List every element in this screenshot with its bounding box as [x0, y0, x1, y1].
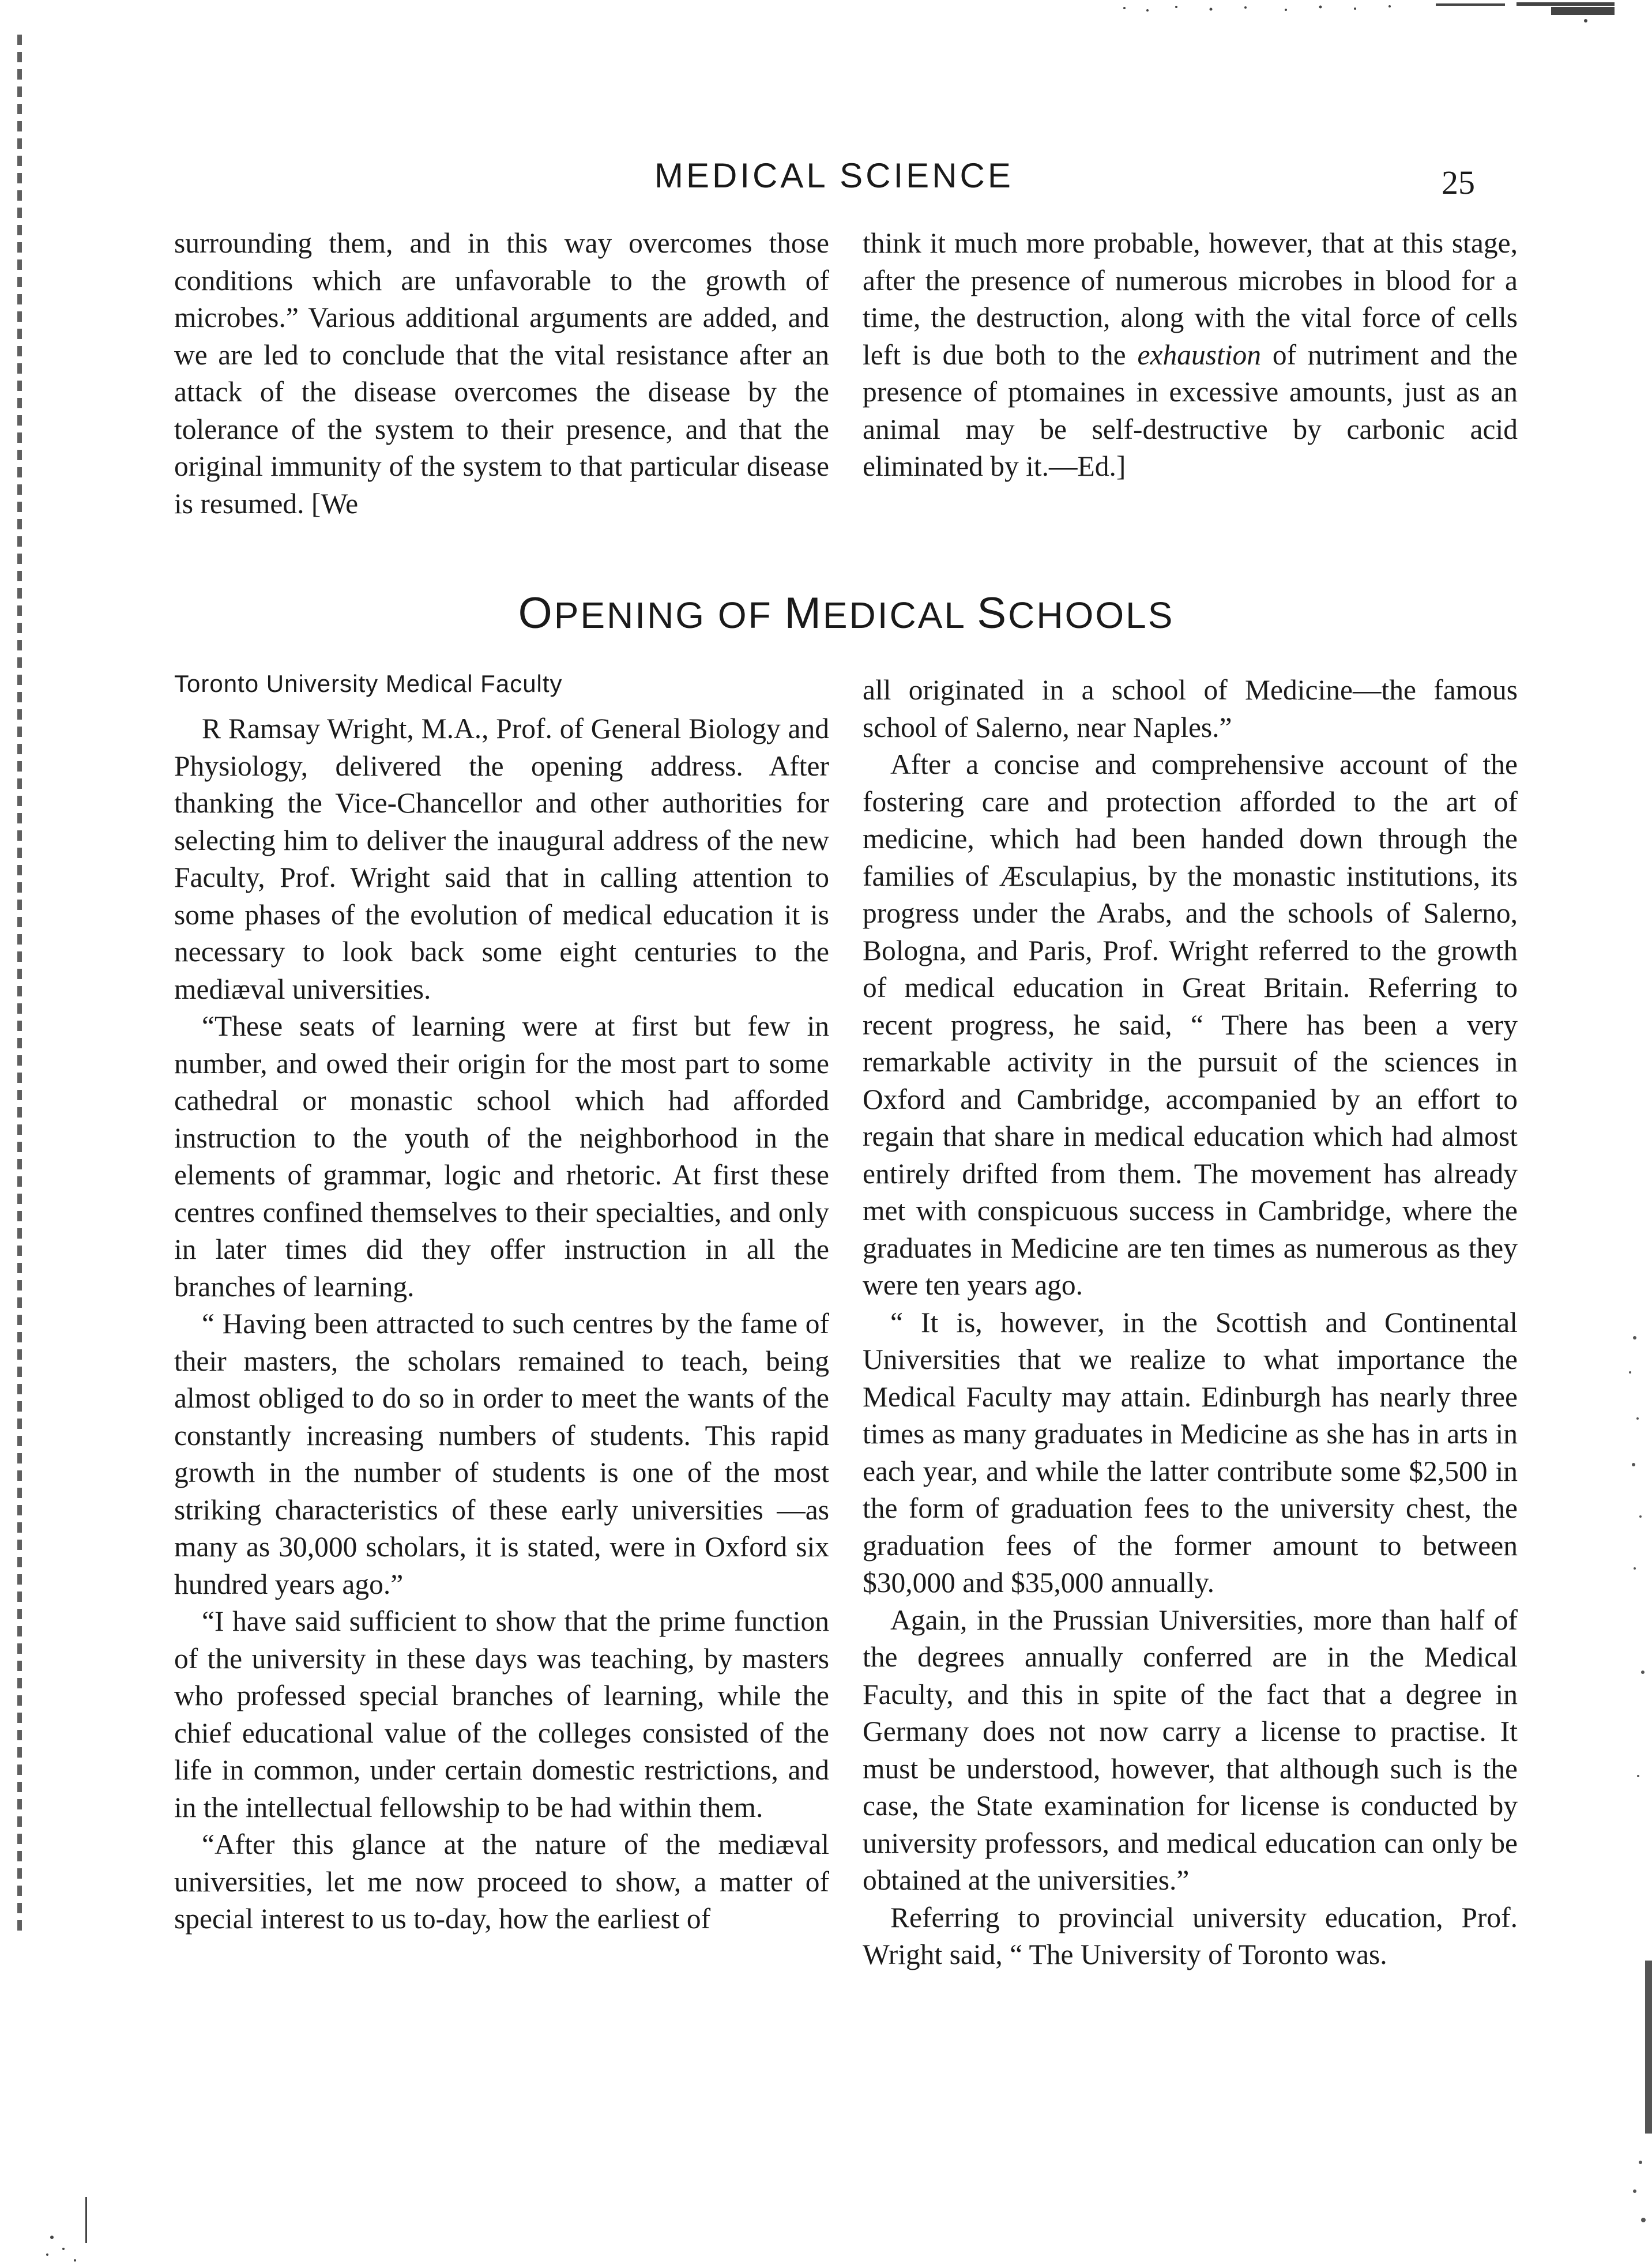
- paragraph: “ It is, however, in the Scottish and Continental Universities that we realize to what importance the Medical Faculty may attain. Edinburgh has nearly three times as many graduates in Medicine as she has in arts in each year, and while the latter contribute some $2,500 in the form of graduation fees to the university chest, the graduation fees of the former amount to between $30,000 and $35,000 annually.: [863, 1306, 1518, 1598]
- heading-text: EDICAL: [822, 595, 977, 636]
- section-heading: [0, 588, 1652, 638]
- paragraph: all originated in a school of Medicine—the famous school of Salerno, near Naples.”: [863, 674, 1518, 743]
- heading-initial: O: [518, 589, 554, 638]
- paragraph: [863, 225, 1518, 486]
- article-column-right: [863, 672, 1518, 1974]
- scan-speckle-bottom: [40, 2191, 121, 2265]
- page-number: 25: [1442, 164, 1475, 201]
- paragraph: “These seats of learning were at first but few in number, and owed their origin for the most part to some cathedral or monastic school which had afforded instruction to the youth of the neighborhood in the elements of grammar, logic and rhetoric. At first these centres confined themselves to their specialties, and only in later times did they offer instruction in all the branches of learning.: [174, 1010, 829, 1303]
- paragraph: R Ramsay Wright, M.A., Prof. of General Biology and Physiology, delivered the opening address. After thanking the Vice-Chancellor and other authorities for selecting him to deliver the inaugural address of the new Faculty, Prof. Wright said that in calling attention to some phases of the evolution of medical education it is necessary to look back some eight centuries to the mediæval universities.: [174, 713, 829, 1005]
- heading-initial: S: [977, 589, 1008, 638]
- scan-edge-artifact: [17, 35, 22, 1937]
- continued-text-right: [863, 225, 1518, 486]
- paragraph: “After this glance at the nature of the mediæval universities, let me now proceed to show, a matter of special interest to us to-day, how the earliest of: [174, 1828, 829, 1935]
- scan-speckle-right: [1617, 1326, 1652, 2249]
- article-column-left: [174, 710, 829, 1938]
- scan-speckle-top: [1113, 0, 1620, 29]
- running-title: MEDICAL SCIENCE: [654, 156, 1014, 195]
- paragraph: After a concise and comprehensive account of the fostering care and protection afforded to the art of medicine, which had been handed down through the families of Æsculapius, by the monastic institutions, its progress under the Arabs, and the schools of Salerno, Bologna, and Paris, Prof. Wright referred to the growth of medical education in Great Britain. Referring to recent progress, he said, “ There has been a very remarkable activity in the pursuit of the sciences in Oxford and Cambridge, accompanied by an effort to regain that share in medical education which had almost entirely drifted from them. The movement has already met with conspicuous success in Cambridge, where the graduates in Medicine are ten times as numerous as they were ten years ago.: [863, 748, 1518, 1301]
- paragraph: surrounding them, and in this way overcomes those conditions which are unfavorable to the growth of microbes.” Various additional arguments are added, and we are led to conclude that the vital resistance after an attack of the disease overcomes the disease by the tolerance of the system to their presence, and that the original immunity of the system to that particular disease is resumed. [We: [174, 227, 829, 520]
- text-run: think it much more probable, however, that at this stage, after the presence of numerous microbes in blood for a time, the destruction, along with the vital force of cells left is due both to the: [863, 227, 1518, 371]
- text-run: of nutriment and the presence of ptomaines in excessive amounts, just as an animal may be self-destructive by carbonic acid eliminated by it.—Ed.]: [863, 338, 1518, 482]
- paragraph: Referring to provincial university education, Prof. Wright said, “ The University of Toronto was.: [863, 1901, 1518, 1970]
- heading-text: CHOOLS: [1008, 595, 1175, 636]
- paragraph: “I have said sufficient to show that the prime function of the university in these days was teaching, by masters who professed special branches of learning, while the chief educational value of the colleges consisted of the life in common, under certain domestic restrictions, and in the intellectual fellowship to be had within them.: [174, 1605, 829, 1823]
- paragraph: Again, in the Prussian Universities, more than half of the degrees annually conferred are in the Medical Faculty, and this in spite of the fact that a degree in Germany does not now carry a license to practise. It must be understood, however, that although such is the case, the State examination for license is conducted by university professors, and medical education can only be obtained at the universities.”: [863, 1604, 1518, 1896]
- heading-initial: M: [784, 589, 823, 638]
- paragraph: “ Having been attracted to such centres by the fame of their masters, the scholars remained to teach, being almost obliged to do so in order to meet the wants of the constantly increasing numbers of students. This rapid growth in the number of students is one of the most striking characteristics of these early universities —as many as 30,000 scholars, it is stated, were in Oxford six hundred years ago.”: [174, 1308, 829, 1600]
- italic-word: exhaustion: [1137, 338, 1261, 371]
- continued-text-left: [174, 225, 829, 522]
- heading-text: PENING OF: [554, 595, 785, 636]
- subsection-heading: Toronto University Medical Faculty: [174, 670, 563, 697]
